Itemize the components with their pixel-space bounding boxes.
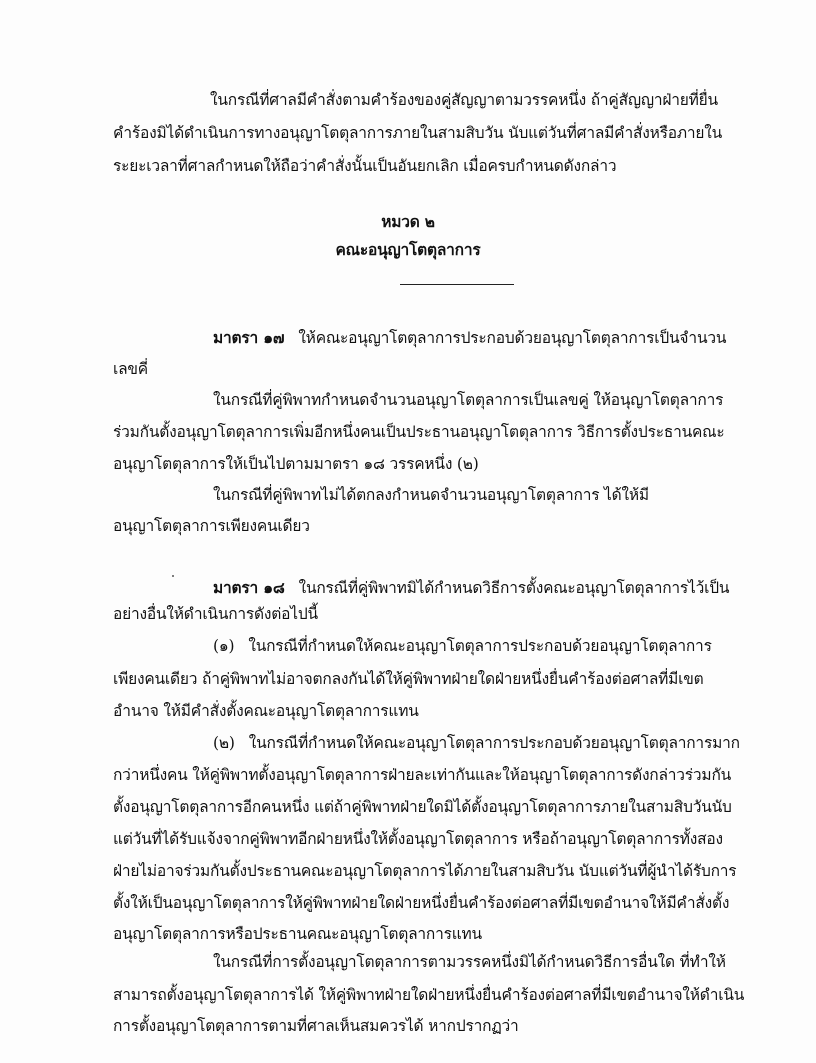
section18-item2-line1 bbox=[213, 733, 740, 753]
section17-p3-line2: อนุญาโตตุลาการเพียงคนเดียว bbox=[113, 517, 310, 535]
section18-line1-text: ในกรณีที่คู่พิพาทมิได้กำหนดวิธีการตั้งคณะอนุญาโตตุลาการไว้เป็น bbox=[298, 579, 730, 597]
section17-p2-line3: อนุญาโตตุลาการให้เป็นไปตามมาตรา ๑๘ วรรคหนึ่ง (๒) bbox=[113, 455, 479, 473]
section17-p3-line1: ในกรณีที่คู่พิพาทไม่ได้ตกลงกำหนดจำนวนอนุญาโตตุลาการ ได้ให้มี bbox=[213, 486, 649, 504]
section18-item1-line1 bbox=[213, 636, 712, 656]
item1-line1-text: ในกรณีที่กำหนดให้คณะอนุญาโตตุลาการประกอบด้วยอนุญาโตตุลาการ bbox=[248, 637, 712, 655]
para1-line2: คำร้องมิได้ดำเนินการทางอนุญาโตตุลาการภายในสามสิบวัน นับแต่วันที่ศาลมีคำสั่งหรือภายใน bbox=[113, 124, 723, 142]
item2-line1-text: ในกรณีที่กำหนดให้คณะอนุญาโตตุลาการประกอบด้วยอนุญาโตตุลาการมาก bbox=[248, 734, 740, 752]
section18-item2-line3: ตั้งอนุญาโตตุลาการอีกคนหนึ่ง แต่ถ้าคู่พิพาทฝ่ายใดมิได้ตั้งอนุญาโตตุลาการภายในสามสิบวันนับ bbox=[113, 798, 732, 816]
section18-p-line2: สามารถตั้งอนุญาโตตุลาการได้ ให้คู่พิพาทฝ่ายใดฝ่ายหนึ่งยื่นคำร้องต่อศาลที่มีเขตอำนาจให้ดำเนิน bbox=[113, 986, 745, 1004]
section18-line2: อย่างอื่นให้ดำเนินการดังต่อไปนี้ bbox=[113, 605, 318, 623]
section18-item2-line6: ตั้งให้เป็นอนุญาโตตุลาการให้คู่พิพาทฝ่ายใดฝ่ายหนึ่งยื่นคำร้องต่อศาลที่มีเขตอำนาจให้มีคำสั่งตั้ง bbox=[113, 894, 730, 912]
para1-line3: ระยะเวลาที่ศาลกำหนดให้ถือว่าคำสั่งนั้นเป็นอันยกเลิก เมื่อครบกำหนดดังกล่าว bbox=[113, 157, 617, 175]
section17-label: มาตรา ๑๗ bbox=[213, 328, 285, 347]
chapter-divider bbox=[400, 284, 514, 285]
section18-p-line1: ในกรณีที่การตั้งอนุญาโตตุลาการตามวรรคหนึ่งมิได้กำหนดวิธีการอื่นใด ที่ทำให้ bbox=[213, 953, 726, 971]
section18-item2-line4: แต่วันที่ได้รับแจ้งจากคู่พิพาทอีกฝ่ายหนึ่งให้ตั้งอนุญาโตตุลาการ หรือถ้าอนุญาโตตุลาการทั้งสอง bbox=[113, 830, 723, 848]
section17-p2-line2: ร่วมกันตั้งอนุญาโตตุลาการเพิ่มอีกหนึ่งคนเป็นประธานอนุญาโตตุลาการ วิธีการตั้งประธานคณะ bbox=[113, 423, 725, 441]
para1-line1: ในกรณีที่ศาลมีคำสั่งตามคำร้องของคู่สัญญาตามวรรคหนึ่ง ถ้าคู่สัญญาฝ่ายที่ยื่น bbox=[210, 91, 718, 109]
scan-speck bbox=[172, 575, 174, 577]
section18-label: มาตรา ๑๘ bbox=[213, 578, 285, 597]
chapter-number: หมวด ๒ bbox=[381, 212, 435, 231]
item1-number: (๑) bbox=[213, 637, 235, 655]
section18-item1-line3: อำนาจ ให้มีคำสั่งตั้งคณะอนุญาโตตุลาการแทน bbox=[113, 702, 419, 720]
section18-item2-line5: ฝ่ายไม่อาจร่วมกันตั้งประธานคณะอนุญาโตตุลาการได้ภายในสามสิบวัน นับแต่วันที่ผู้นำได้รับการ bbox=[113, 862, 737, 880]
section18-p-line3: การตั้งอนุญาโตตุลาการตามที่ศาลเห็นสมควรได้ หากปรากฏว่า bbox=[113, 1017, 519, 1035]
section18-item1-line2: เพียงคนเดียว ถ้าคู่พิพาทไม่อาจตกลงกันได้ให้คู่พิพาทฝ่ายใดฝ่ายหนึ่งยื่นคำร้องต่อศาลที่มีเขต bbox=[113, 670, 704, 688]
item2-number: (๒) bbox=[213, 734, 235, 752]
section18-item2-line7: อนุญาโตตุลาการหรือประธานคณะอนุญาโตตุลาการแทน bbox=[113, 925, 482, 943]
section18-item2-line2: กว่าหนึ่งคน ให้คู่พิพาทตั้งอนุญาโตตุลาการฝ่ายละเท่ากันและให้อนุญาโตตุลาการดังกล่าวร่วมกัน bbox=[113, 766, 732, 784]
section17-line1 bbox=[213, 328, 726, 348]
section18-line1 bbox=[213, 578, 729, 598]
section17-p2-line1: ในกรณีที่คู่พิพาทกำหนดจำนวนอนุญาโตตุลาการเป็นเลขคู่ ให้อนุญาโตตุลาการ bbox=[213, 391, 724, 409]
section17-line2: เลขคี่ bbox=[113, 360, 148, 378]
section17-line1-text: ให้คณะอนุญาโตตุลาการประกอบด้วยอนุญาโตตุลาการเป็นจำนวน bbox=[298, 329, 727, 347]
chapter-title: คณะอนุญาโตตุลาการ bbox=[335, 240, 481, 259]
